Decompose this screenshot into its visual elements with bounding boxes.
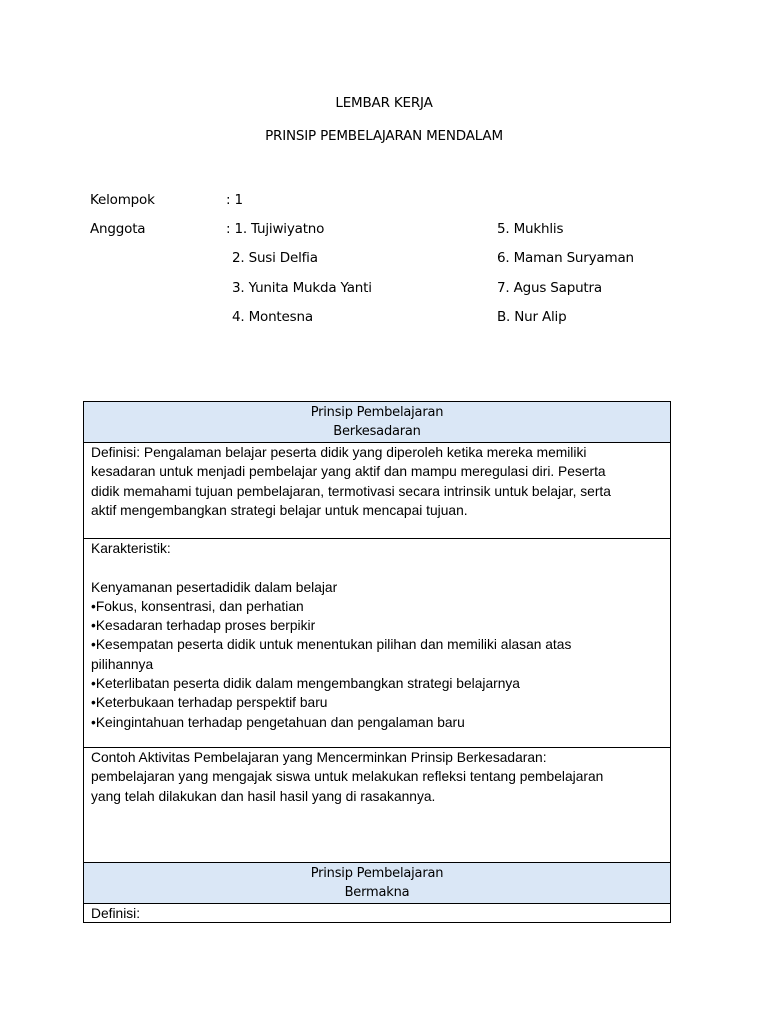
section-header-line2: Bermakna xyxy=(344,885,410,900)
member-left-2: 2. Susi Delfia xyxy=(232,250,318,266)
definisi-bermakna-label: Definisi: xyxy=(91,906,141,921)
kelompok-label: Kelompok xyxy=(90,192,155,208)
karakteristik-line: •Keterlibatan peserta didik dalam mengembangkan strategi belajarnya xyxy=(91,676,520,692)
member-left-4: 4. Montesna xyxy=(232,309,313,325)
kelompok-value: : 1 xyxy=(226,192,243,208)
section-header-bermakna xyxy=(84,862,670,903)
karakteristik-cell xyxy=(84,538,670,747)
karakteristik-line: •Keingintahuan terhadap pengetahuan dan pengalaman baru xyxy=(91,714,465,730)
member-right-8: B. Nur Alip xyxy=(497,309,567,325)
contoh-line: pembelajaran yang mengajak siswa untuk melakukan refleksi tentang pembelajaran xyxy=(91,769,604,785)
karakteristik-line: Kenyamanan pesertadidik dalam belajar xyxy=(91,579,338,595)
section-header-line2: Berkesadaran xyxy=(333,424,421,439)
anggota-label: Anggota xyxy=(90,221,146,237)
section-header-line1: Prinsip Pembelajaran xyxy=(310,405,444,420)
member-left-3: 3. Yunita Mukda Yanti xyxy=(232,280,372,296)
member-left-1: : 1. Tujiwiyatno xyxy=(226,221,325,237)
definisi-cell xyxy=(84,442,670,538)
contoh-aktivitas-cell xyxy=(84,747,670,862)
karakteristik-line: •Fokus, konsentrasi, dan perhatian xyxy=(91,598,304,614)
karakteristik-line: •Kesadaran terhadap proses berpikir xyxy=(91,618,316,634)
definisi-line: kesadaran untuk menjadi pembelajar yang aktif dan mampu meregulasi diri. Peserta xyxy=(91,464,606,480)
contoh-line: yang telah dilakukan dan hasil hasil yang di rasakannya. xyxy=(91,788,436,804)
karakteristik-line: pilihannya xyxy=(91,656,154,672)
contoh-line: Contoh Aktivitas Pembelajaran yang Mencerminkan Prinsip Berkesadaran: xyxy=(91,750,547,765)
principles-table xyxy=(83,401,671,923)
member-right-6: 6. Maman Suryaman xyxy=(497,250,634,266)
section-header-berkesadaran xyxy=(84,402,670,442)
member-right-7: 7. Agus Saputra xyxy=(497,280,602,296)
karakteristik-label: Karakteristik: xyxy=(91,541,171,556)
section-header-line1: Prinsip Pembelajaran xyxy=(310,866,444,881)
karakteristik-line: •Kesempatan peserta didik untuk menentukan pilihan dan memiliki alasan atas xyxy=(91,637,572,653)
worksheet-title: LEMBAR KERJA xyxy=(335,95,433,111)
worksheet-subtitle: PRINSIP PEMBELAJARAN MENDALAM xyxy=(265,128,503,144)
karakteristik-line: •Keterbukaan terhadap perspektif baru xyxy=(91,695,328,711)
member-right-5: 5. Mukhlis xyxy=(497,221,564,237)
definisi-line: didik memahami tujuan pembelajaran, termotivasi secara intrinsik untuk belajar, serta xyxy=(91,483,611,499)
definisi-bermakna-cell xyxy=(84,903,670,922)
definisi-line: Definisi: Pengalaman belajar peserta didik yang diperoleh ketika mereka memiliki xyxy=(91,445,587,460)
definisi-line: aktif mengembangkan strategi belajar untuk mencapai tujuan. xyxy=(91,502,468,518)
